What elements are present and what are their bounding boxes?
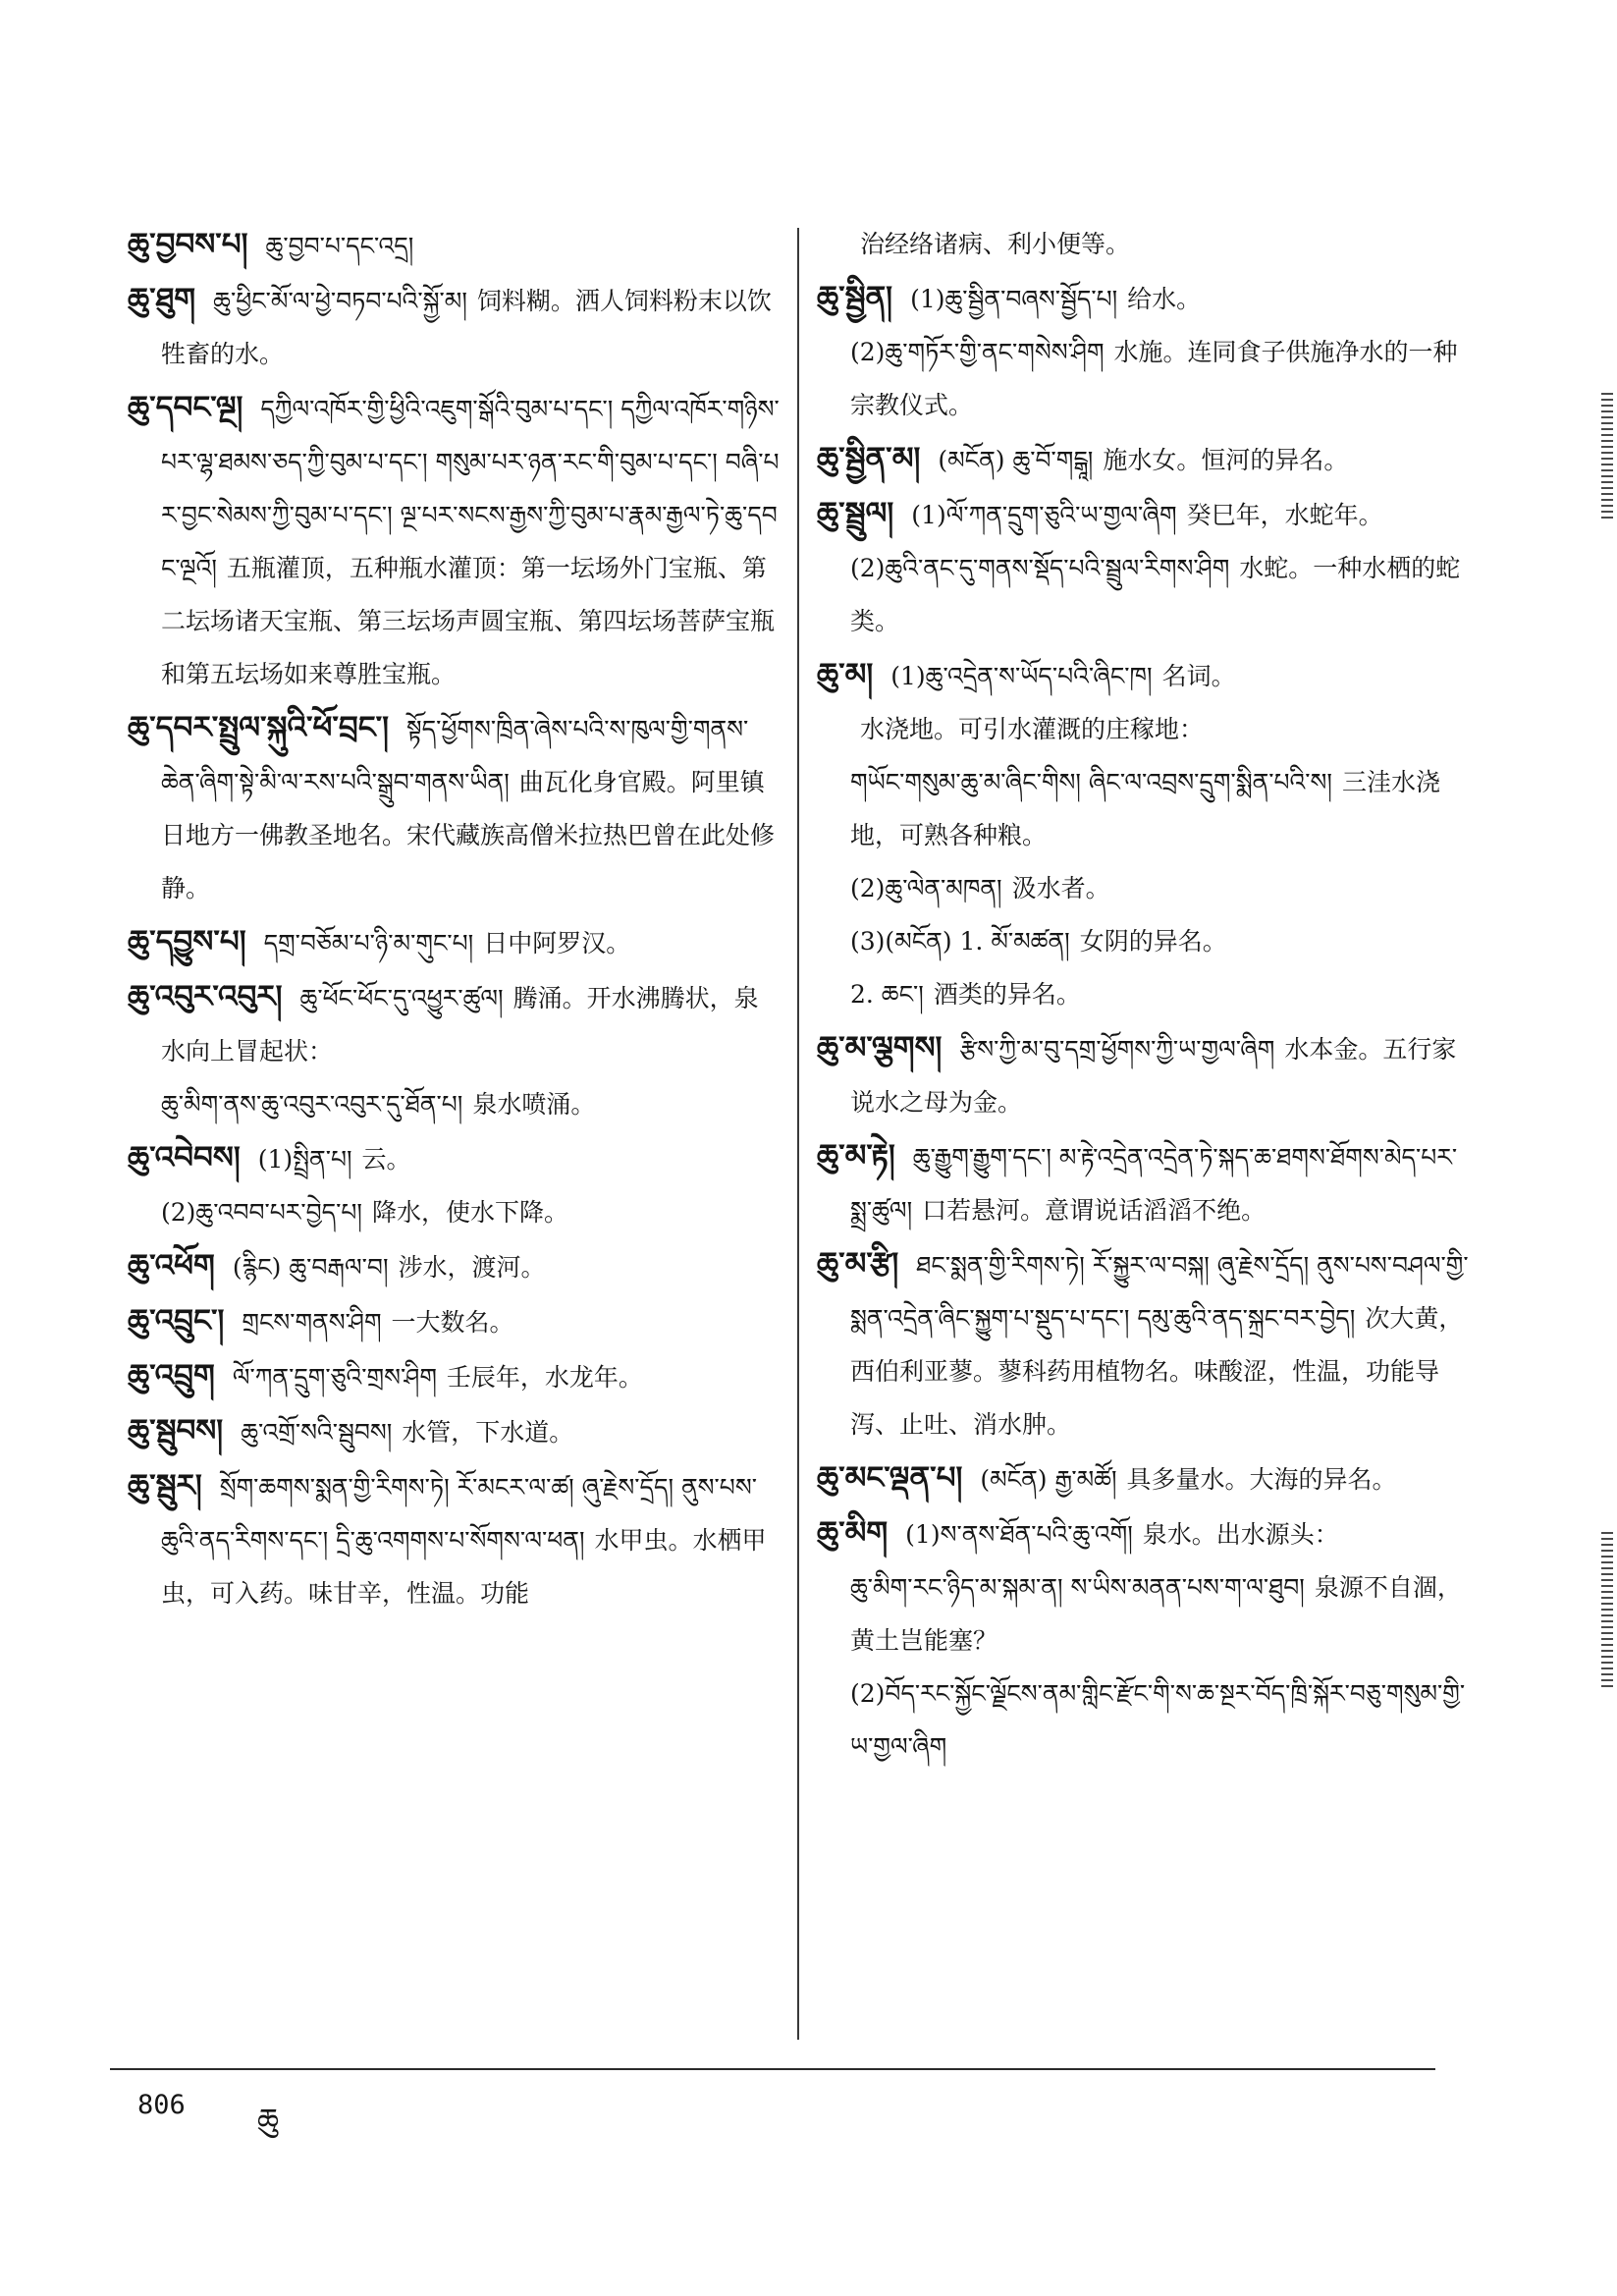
entry-headword: ཆུ་དབང་ལྔ། [128,390,243,425]
entry-continuation [817,968,1473,1021]
entry-definition: སྲོག་ཆགས་སྨན་གྱི་རིགས་ཏེ། རོ་མངར་ལ་ཚ། ཞུ་རྗེས་དྲོད། ནུས་པས་ཆུའི་ནད་རིགས་དང་། དྲི་ཆུ་འགགས་པ་སོགས་ལ་ཕན། [161,1473,757,1555]
entry-chinese-gloss: 水本金。五行家说水之母为金。 [850,1035,1457,1117]
entry-chinese-gloss: 水浇地。可引水灌溉的庄稼地： [860,715,1205,743]
entry-tibetan-text: 2. ཆང་། [850,980,924,1009]
entry-chinese-gloss: 饲料糊。洒人饲料粉末以饮牲畜的水。 [161,287,772,368]
dictionary-entry [817,432,1473,487]
entry-tibetan-text: (2)ཆུའི་ནང་དུ་གནས་སྡོད་པའི་སྦྲུལ་རིགས་ཤིག [850,554,1230,582]
entry-chinese-gloss: 汲水者。 [1011,874,1110,902]
entry-definition: དཀྱིལ་འཁོར་གྱི་ཕྱིའི་འཇུག་སྒོའི་བུམ་པ་དང་། དཀྱིལ་འཁོར་གཉིས་པར་ལྷ་ཐམས་ཅད་ཀྱི་བུམ་པ་དང་། གསུམ་པར་ཉན་རང་གི་བུམ་པ་དང་། བཞི་པར་བྱང་སེམས་ཀྱི་བུམ་པ་དང་། ལྔ་པར་སངས་རྒྱས་ཀྱི་བུམ་པ་རྣམ་རྒྱལ་ཏེ་ཆུ་དབང་ལྔའོ། [161,395,780,582]
entry-chinese-gloss: 壬辰年，水龙年。 [446,1363,643,1392]
entry-definition: (མངོན) ཆུ་བོ་གངྒཱ། [938,446,1094,474]
entry-headword: ཆུ་སྦྱིན། [817,280,893,315]
entry-definition: ཐང་སྨན་གྱི་རིགས་ཏེ། རོ་སྐྱུར་ལ་བསྐ། ཞུ་རྗེས་དྲོད། ནུས་པས་བཤལ་གྱི་སྨན་འདྲེན་ཞིང་སྐྱུག་པ་སྡུད་པ་དང་། དམུ་ཆུའི་ནད་སྐྲང་བར་བྱེད། [850,1251,1469,1333]
entry-headword: ཆུ་མང་ལྡན་པ། [817,1460,963,1496]
entry-chinese-gloss: 次大黄，西伯利亚蓼。蓼科药用植物名。味酸涩，性温，功能导泻、止吐、消水肿。 [850,1304,1464,1439]
entry-tibetan-text: (2)ཆུ་འབབ་པར་བྱེད་པ། [161,1198,362,1227]
entry-definition: (1)ས་ནས་ཐོན་པའི་ཆུ་འགོ། [905,1520,1133,1549]
entry-definition: (1)ལོ་ཀན་དྲུག་ཅུའི་ཡ་གྱལ་ཞིག [911,501,1177,529]
entry-headword: ཆུ་མ་རྩི། [817,1246,899,1282]
entry-tibetan-text: (2)ཆུ་ལེན་མཁན། [850,874,1002,902]
entry-chinese-gloss: 水管，下水道。 [402,1418,574,1447]
entry-chinese-gloss: 泉水。出水源头： [1142,1520,1339,1549]
entry-definition: ཆུ་ཕྱིང་མོ་ལ་ཕྱེ་བཏབ་པའི་སྐྱོ་མ། [213,287,467,315]
dictionary-entry [128,218,781,273]
entry-headword: ཆུ་འཕོག [128,1248,215,1284]
margin-tick-marks [1601,1532,1613,1689]
dictionary-entry [817,1021,1473,1129]
entry-continuation [817,218,1473,271]
entry-definition: ཆུ་རྒྱུག་རྒྱུག་དང་། མ་རྟེ་འདྲེན་འདྲེན་ཏེ་སྐད་ཆ་ཐགས་ཐོགས་མེད་པར་སྨྲ་ཚུལ། [850,1143,1458,1225]
column-divider [797,228,799,2040]
entry-headword: ཆུ་མ་རྟེ། [817,1138,895,1174]
dictionary-entry [817,1237,1473,1451]
dictionary-entry [128,1404,781,1459]
entry-chinese-gloss: 腾涌。开水沸腾状，泉水向上冒起状： [161,984,759,1066]
entry-headword: ཆུ་སྦུར། [128,1468,202,1503]
entry-continuation [817,862,1473,915]
dictionary-entry [128,1349,781,1404]
entry-chinese-gloss: 涉水，渡河。 [398,1253,546,1282]
entry-chinese-gloss: 名词。 [1161,662,1236,690]
dictionary-entry [817,648,1473,703]
entry-chinese-gloss: 施水女。恒河的异名。 [1103,446,1349,474]
entry-tibetan-text: (3)(མངོན) 1. མོ་མཚན། [850,927,1070,956]
entry-definition: ཆུ་ཕོང་ཕོང་དུ་འཕྱུར་ཚུལ། [299,984,504,1012]
dictionary-entry [817,1129,1473,1237]
entry-tibetan-text: ཆུ་མིག་ནས་ཆུ་འབུར་འབུར་དུ་ཐོན་པ། [161,1090,463,1119]
entry-continuation [817,703,1473,756]
entry-continuation [817,326,1473,432]
dictionary-entry [817,1506,1473,1561]
entry-tibetan-text: ཆུ་མིག་རང་ཉིད་མ་སྐམ་ན། ས་ཡིས་མནན་པས་ག་ལ་ཐུབ། [850,1573,1305,1602]
entry-headword: ཆུ་མིག [817,1515,889,1551]
entry-continuation [817,542,1473,648]
dictionary-entry [128,1131,781,1186]
entry-chinese-gloss: 水蛇。一种水栖的蛇类。 [850,554,1461,635]
dictionary-entry [128,915,781,970]
entry-chinese-gloss: 五瓶灌顶，五种瓶水灌顶：第一坛场外门宝瓶、第二坛场诸天宝瓶、第三坛场声圆宝瓶、第四坛场菩萨宝瓶和第五坛场如来尊胜宝瓶。 [161,554,776,688]
entry-continuation [817,915,1473,968]
dictionary-entry [128,381,781,701]
footer-rule [110,2068,1435,2070]
entry-definition: ཆུ་འགྲོ་སའི་སྦུབས། [241,1418,393,1447]
entry-headword: ཆུ་བྱབས་པ། [128,227,248,262]
entry-chinese-gloss: 水甲虫。水栖甲虫，可入药。味甘辛，性温。功能 [161,1526,767,1608]
entry-chinese-gloss: 一大数名。 [391,1308,514,1337]
entry-chinese-gloss: 泉水喷涌。 [472,1090,596,1119]
dictionary-entry [128,701,781,915]
entry-definition: སྟོད་ཕྱོགས་ཁྲིན་ཞེས་པའི་ས་ཁུལ་གྱི་གནས་ཆེན་ཞིག་སྟེ་མི་ལ་རས་པའི་སྒྲུབ་གནས་ཡིན། [161,715,749,796]
entry-tibetan-text: (2)བོད་རང་སྐྱོང་ལྗོངས་ནམ་གླིང་རྫོང་གི་ས་ཆ་སྔར་བོད་ཁྲི་སྐོར་བཅུ་གསུམ་གྱི་ཡ་གྱལ་ཞིག [850,1679,1466,1761]
entry-continuation [128,1078,781,1131]
entry-chinese-gloss: 酒类的异名。 [933,980,1081,1009]
entry-definition: (1)ཆུ་སྦྱིན་བཞས་སྦྱོད་པ། [910,285,1118,313]
entry-continuation [817,756,1473,862]
dictionary-entry [128,1239,781,1294]
entry-headword: ཆུ་འབེབས། [128,1140,241,1175]
entry-chinese-gloss: 泉源不自涸，黄土岂能塞？ [850,1573,1462,1655]
entry-chinese-gloss: 曲瓦化身官殿。阿里镇日地方一佛教圣地名。宋代藏族高僧米拉热巴曾在此处修静。 [161,768,776,902]
dictionary-entry [128,970,781,1078]
running-head: ཆུ [257,2103,280,2138]
entry-chinese-gloss: 治经络诸病、利小便等。 [860,230,1131,258]
margin-tick-marks [1601,393,1613,520]
entry-continuation [817,1561,1473,1667]
right-column [817,218,1473,2045]
entry-chinese-gloss: 具多量水。大海的异名。 [1126,1465,1397,1494]
dictionary-entry [817,271,1473,326]
entry-chinese-gloss: 水施。连同食子供施净水的一种宗教仪式。 [850,338,1458,419]
entry-chinese-gloss: 云。 [361,1145,411,1174]
entry-chinese-gloss: 降水，使水下降。 [371,1198,568,1227]
entry-definition: (མངོན) རྒྱ་མཚོ། [980,1465,1117,1494]
entry-chinese-gloss: 口若悬河。意谓说话滔滔不绝。 [922,1196,1267,1225]
dictionary-entry [128,273,781,381]
entry-headword: ཆུ་སྦྱིན་མ། [817,441,921,476]
entry-definition: དགྲ་བཅོམ་པ་ཉི་མ་གུང་པ། [263,929,474,957]
dictionary-entry [128,1294,781,1349]
entry-headword: ཆུ་སྦུབས། [128,1413,224,1449]
entry-definition: (1)ཆུ་འདྲེན་ས་ཡོད་པའི་ཞིང་ཁ། [890,662,1153,690]
entry-headword: ཆུ་ཐུག [128,282,196,317]
entry-headword: ཆུ་དབར་སྤྲུལ་སྐུའི་ཕོ་བྲང་། [128,710,390,745]
entry-definition: (རྙིང) ཆུ་བརྒལ་བ། [232,1253,389,1282]
entry-chinese-gloss: 给水。 [1127,285,1202,313]
entry-tibetan-text: གཡོང་གསུམ་ཆུ་མ་ཞིང་གིས། ཞིང་ལ་འབྲས་དྲུག་སྨིན་པའི་ས། [850,768,1332,796]
left-column [128,218,781,2045]
entry-definition: རྩིས་ཀྱི་མ་བུ་དགྲ་ཕྱོགས་ཀྱི་ཡ་གྱལ་ཞིག [959,1035,1275,1064]
entry-continuation [128,1186,781,1239]
entry-headword: ཆུ་འབྲུང་། [128,1303,225,1339]
entry-headword: ཆུ་མ། [817,657,874,692]
entry-headword: ཆུ་འབྲུག [128,1358,215,1394]
entry-chinese-gloss: 三洼水浇地，可熟各种粮。 [850,768,1440,849]
entry-headword: ཆུ་འབུར་འབུར། [128,979,283,1014]
dictionary-entry [817,487,1473,542]
entry-headword: ཆུ་སྦྲུལ། [817,496,894,531]
dictionary-entry [128,1459,781,1620]
entry-definition: ལོ་ཀན་དྲུག་ཅུའི་གྲས་ཤིག [232,1363,437,1392]
entry-chinese-gloss: 女阴的异名。 [1079,927,1227,956]
entry-definition: ཆུ་བྱབ་པ་དང་འདྲ། [265,232,414,260]
entry-headword: ཆུ་མ་ལྕགས། [817,1030,943,1066]
dictionary-entry [817,1451,1473,1506]
entry-tibetan-text: (2)ཆུ་གཏོར་གྱི་ནང་གསེས་ཤིག [850,338,1105,366]
entry-continuation [817,1667,1473,1774]
entry-definition: གྲངས་གནས་ཤིག [242,1308,382,1337]
page-number: 806 [137,2090,186,2120]
entry-chinese-gloss: 日中阿罗汉。 [483,929,631,957]
entry-definition: (1)སྤྲིན་པ། [257,1145,352,1174]
entry-chinese-gloss: 癸巳年，水蛇年。 [1186,501,1383,529]
entry-headword: ཆུ་དབྱུས་པ། [128,924,246,959]
